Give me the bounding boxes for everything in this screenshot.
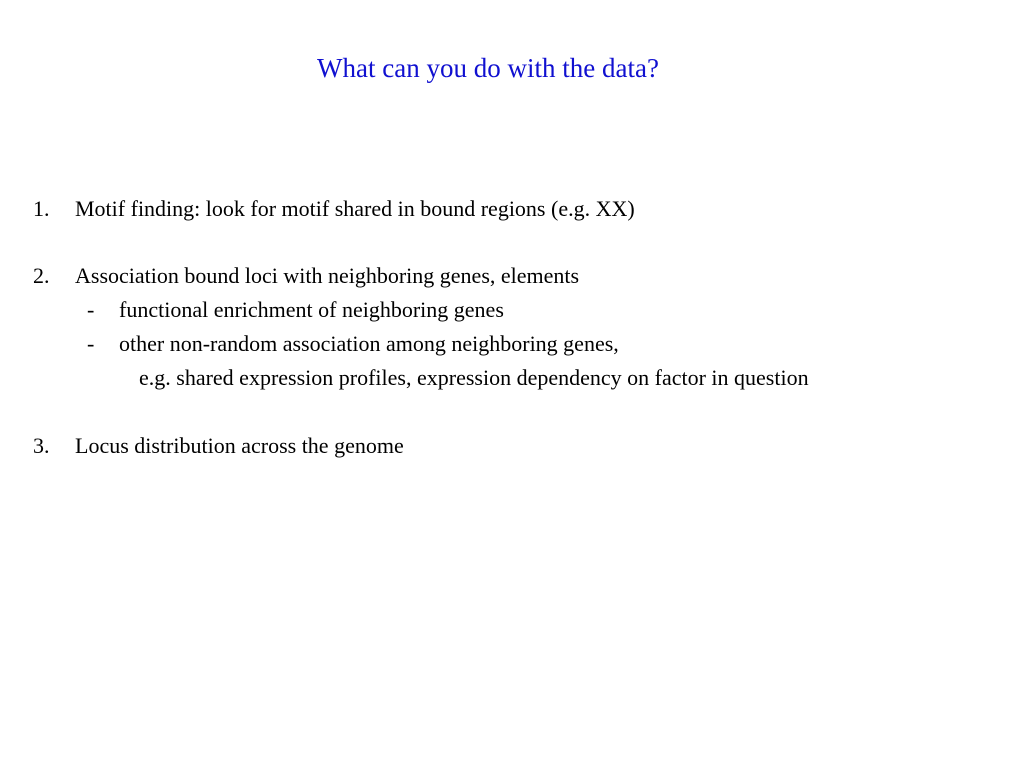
list-item-number: 3.	[33, 433, 50, 458]
list-item-text: Locus distribution across the genome	[75, 433, 404, 458]
sub-item-text: functional enrichment of neighboring genes	[119, 297, 504, 322]
sub-item-text: other non-random association among neighboring genes,	[119, 331, 619, 356]
sub-item-continuation-text: e.g. shared expression profiles, expression dependency on factor in question	[139, 365, 809, 390]
list-item-text: Motif finding: look for motif shared in bound regions (e.g. XX)	[75, 196, 635, 221]
list-item-number: 1.	[33, 196, 50, 221]
list-item-2	[0, 262, 1024, 290]
list-item-3	[0, 432, 1024, 460]
sub-item-2	[0, 330, 1024, 358]
list-item-1	[0, 195, 1024, 223]
list-item-text: Association bound loci with neighboring genes, elements	[75, 263, 580, 288]
slide-title: What can you do with the data?	[317, 53, 659, 83]
sub-item-bullet: -	[87, 297, 95, 322]
list-item-number: 2.	[33, 263, 50, 288]
sub-item-bullet: -	[87, 331, 95, 356]
sub-item-1	[0, 296, 1024, 324]
sub-item-2-continuation	[0, 364, 1024, 392]
